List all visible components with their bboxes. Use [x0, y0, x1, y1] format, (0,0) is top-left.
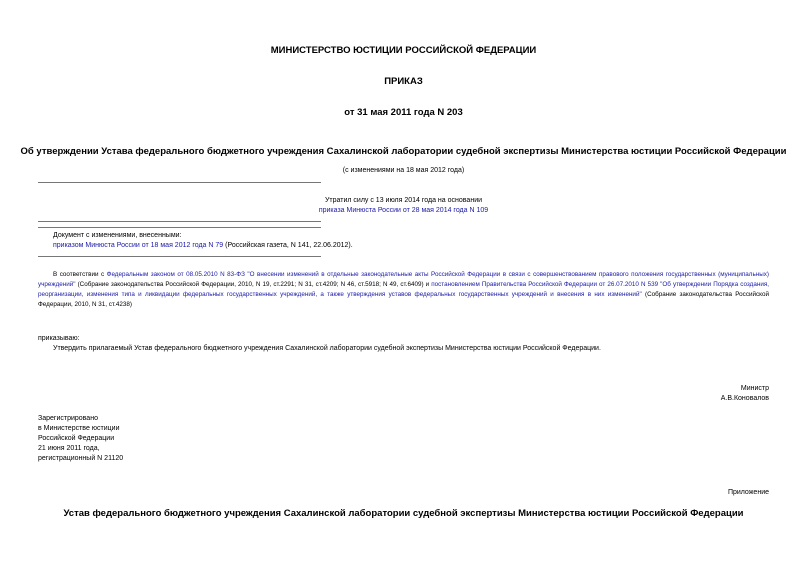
document-title: Об утверждении Устава федерального бюджетного учреждения Сахалинской лаборатории судебной экспертизы Министерства юстиции Российской Федерации — [20, 146, 787, 157]
registration-block — [38, 414, 123, 464]
doc-type-heading: ПРИКАЗ — [384, 76, 423, 87]
ministry-heading: МИНИСТЕРСТВО ЮСТИЦИИ РОССИЙСКОЙ ФЕДЕРАЦИИ — [270, 45, 537, 56]
divider-rule — [38, 182, 321, 183]
divider-rule — [38, 256, 321, 257]
divider-rule — [38, 227, 321, 228]
registration-line: Зарегистрировано — [38, 415, 98, 422]
date-number-heading: от 31 мая 2011 года N 203 — [344, 107, 463, 118]
changes-note: (с изменениями на 18 мая 2012 года) — [342, 167, 465, 174]
appendix-label: Приложение — [727, 489, 769, 496]
signature-role: Министр — [740, 385, 769, 392]
order-item: Утвердить прилагаемый Устав федерального бюджетного учреждения Сахалинской лаборатории судебной экспертизы Министерства юстиции Российской Федерации. — [53, 345, 601, 352]
amendments-intro: Документ с изменениями, внесенными: — [53, 232, 182, 239]
registration-line: в Министерстве юстиции — [38, 425, 120, 432]
preamble-text: В соответствии с — [53, 271, 107, 278]
preamble-paragraph — [38, 270, 769, 310]
preamble-text: (Собрание законодательства Российской Федерации, 2010, N 19, ст.2291; N 31, ст.4209; N 46, ст.5918; N 49, ст.6409) и — [75, 281, 432, 288]
government-decree-link[interactable]: постановлением Правительства Российской Федерации от 26.07.2010 N 539 "Об утверждении Порядка создания, реорганизации, изменения типа и ликвидации федеральных государственных учреждений, а также утверждения уставов федеральных государственных учреждений и внесения в них изменений" — [38, 281, 769, 298]
order-verb: приказываю: — [38, 335, 80, 342]
registration-line: регистрационный N 21120 — [38, 455, 124, 462]
amendments-source: (Российская газета, N 141, 22.06.2012). — [223, 242, 353, 249]
divider-rule — [38, 221, 321, 222]
appendix-title: Устав федерального бюджетного учреждения Сахалинской лаборатории судебной экспертизы Министерства юстиции Российской Федерации — [63, 508, 744, 519]
registration-line: 21 июня 2011 года, — [38, 445, 100, 452]
registration-line: Российской Федерации — [38, 435, 115, 442]
preamble-text: (Собрание законодательства Российской Федерации, 2010, N 31, ст.4238) — [38, 291, 769, 308]
amendments-link[interactable]: приказом Минюста России от 18 мая 2012 года N 79 — [53, 242, 224, 249]
amendments-line — [53, 241, 353, 251]
lost-force-note: Утратил силу с 13 июля 2014 года на основании — [324, 197, 483, 204]
signature-name: А.В.Коновалов — [720, 395, 769, 402]
lost-force-link[interactable]: приказа Минюста России от 28 мая 2014 года N 109 — [318, 207, 489, 214]
federal-law-link[interactable]: Федеральным законом от 08.05.2010 N 83-ФЗ "О внесении изменений в отдельные законодательные акты Российской Федерации в связи с совершенствованием правового положения государственных (муниципальных) учреждений" — [38, 271, 770, 288]
